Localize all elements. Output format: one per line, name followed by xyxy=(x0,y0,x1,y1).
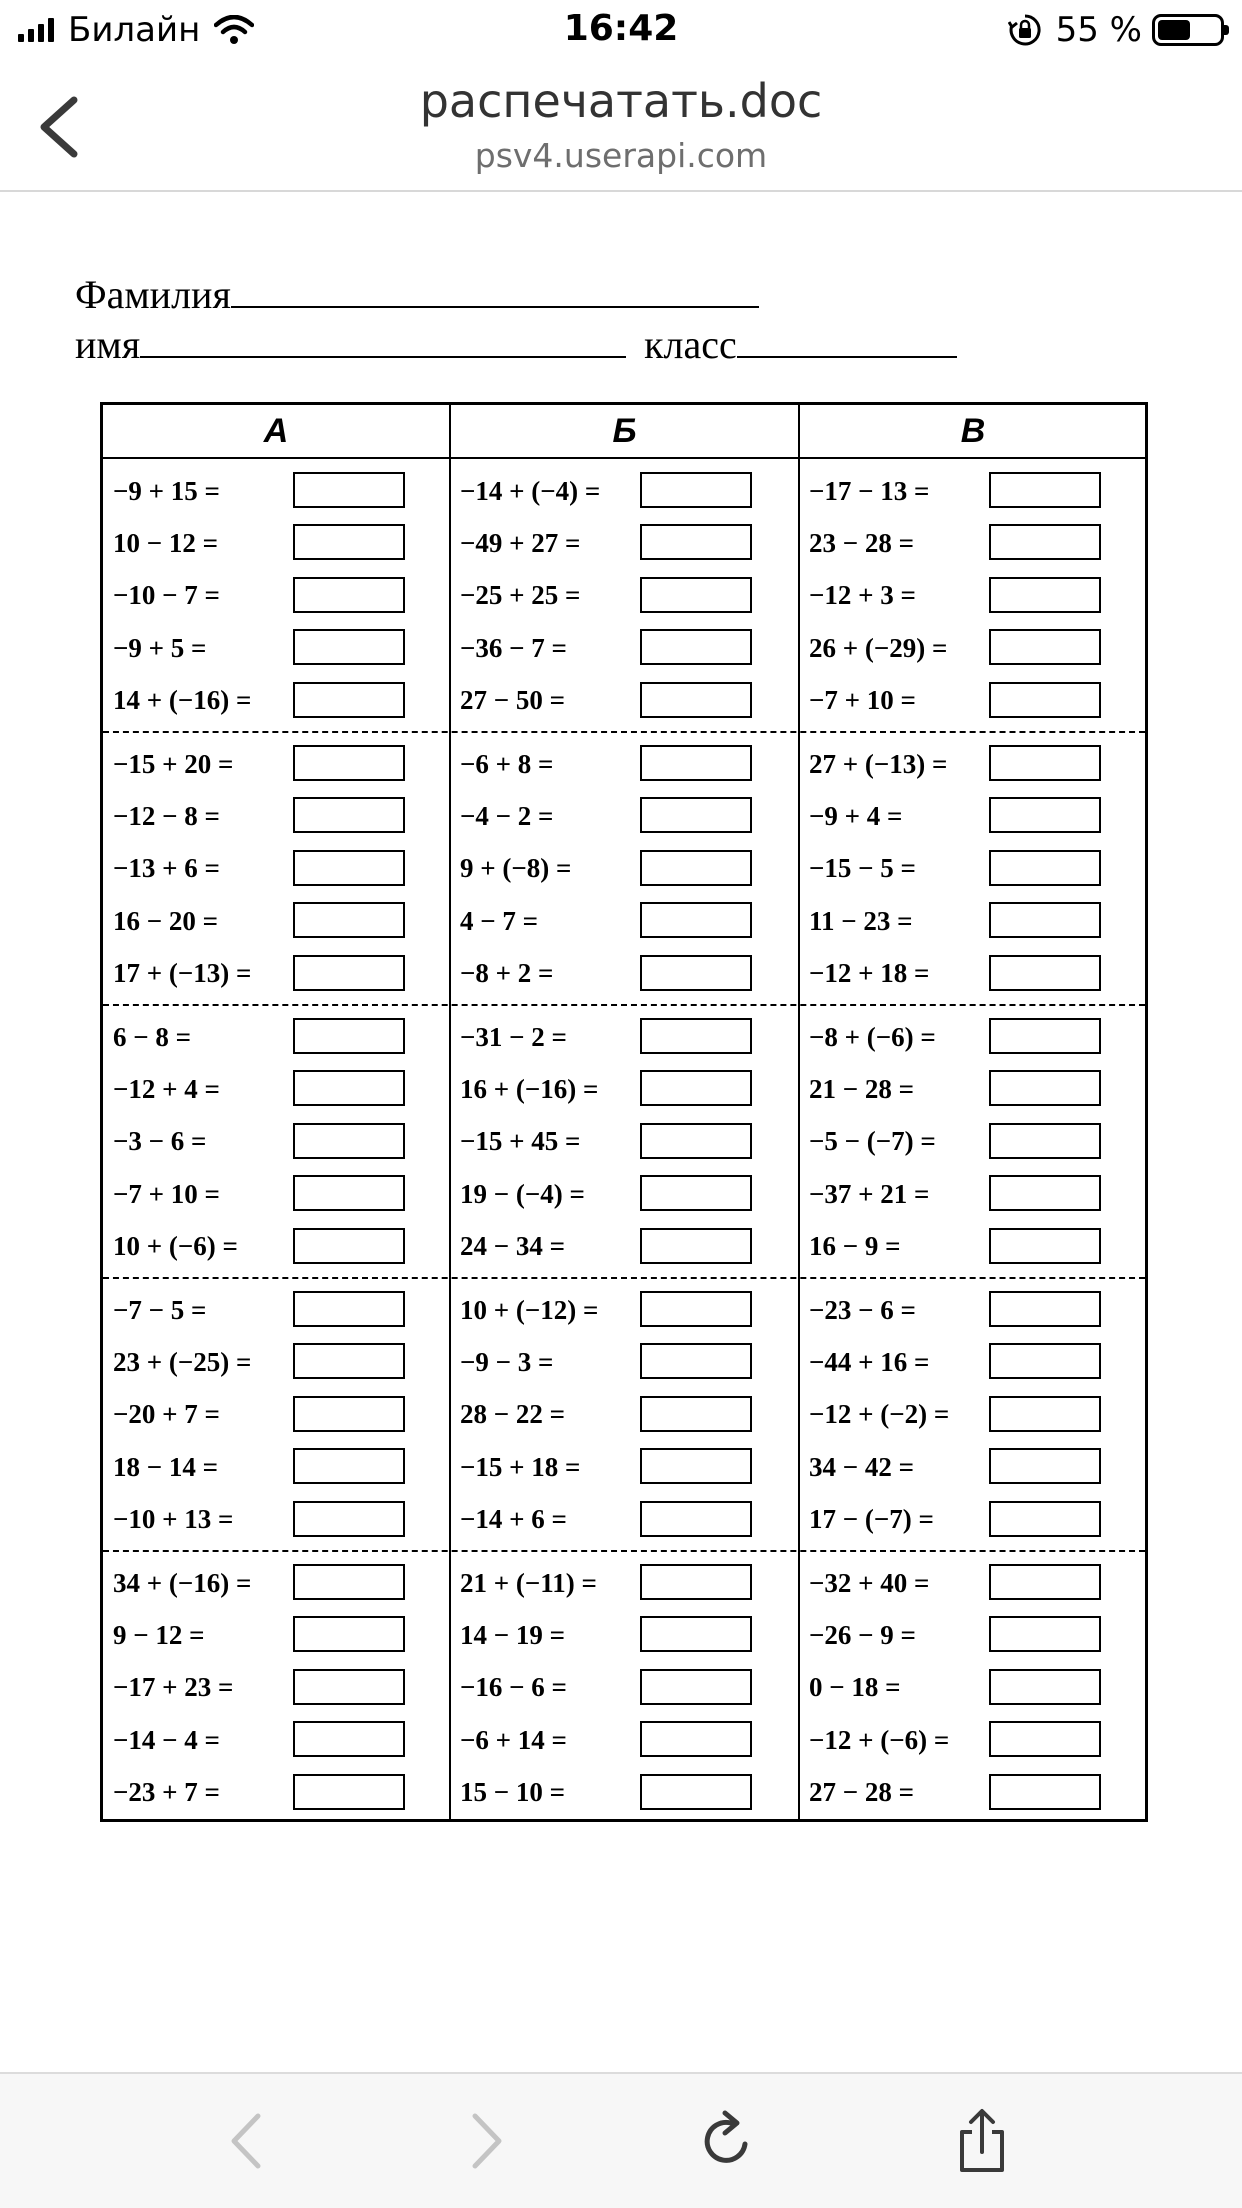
exercise-row xyxy=(809,1557,1129,1609)
exercise-expression: 17 − (−7) = xyxy=(809,1504,934,1535)
exercise-expression: −7 − 5 = xyxy=(113,1294,207,1325)
exercise-expression: −20 + 7 = xyxy=(113,1399,220,1430)
exercise-row xyxy=(113,895,433,947)
answer-box[interactable] xyxy=(640,797,752,833)
exercise-row xyxy=(809,895,1129,947)
exercise-row xyxy=(460,1609,780,1661)
answer-box[interactable] xyxy=(989,629,1101,665)
status-right xyxy=(1008,10,1224,50)
answer-box[interactable] xyxy=(640,1616,752,1652)
answer-box[interactable] xyxy=(293,682,405,718)
exercise-expression: −10 + 13 = xyxy=(113,1504,234,1535)
document-page xyxy=(0,192,1242,2072)
answer-box[interactable] xyxy=(989,1070,1101,1106)
exercise-row xyxy=(809,1168,1129,1220)
answer-box[interactable] xyxy=(640,850,752,886)
exercise-row xyxy=(113,1557,433,1609)
answer-box[interactable] xyxy=(640,1343,752,1379)
status-bar xyxy=(0,0,1242,62)
exercise-row xyxy=(113,738,433,790)
answer-box[interactable] xyxy=(293,1228,405,1264)
exercise-expression: 34 − 42 = xyxy=(809,1451,915,1482)
exercise-expression: 10 + (−6) = xyxy=(113,1231,238,1262)
exercise-row xyxy=(809,1116,1129,1168)
answer-box[interactable] xyxy=(293,629,405,665)
exercise-row xyxy=(460,1557,780,1609)
exercise-row xyxy=(460,948,780,1000)
exercise-row xyxy=(113,1441,433,1493)
exercise-expression: −13 + 6 = xyxy=(113,853,220,884)
exercise-expression: −15 + 45 = xyxy=(460,1126,581,1157)
answer-box[interactable] xyxy=(640,1448,752,1484)
answer-box[interactable] xyxy=(293,850,405,886)
answer-box[interactable] xyxy=(989,1018,1101,1054)
answer-box[interactable] xyxy=(989,1721,1101,1757)
exercise-expression: 10 + (−12) = xyxy=(460,1294,599,1325)
exercise-expression: −12 + 18 = xyxy=(809,958,930,989)
answer-box[interactable] xyxy=(989,955,1101,991)
exercise-expression: −16 − 6 = xyxy=(460,1672,567,1703)
exercise-row xyxy=(113,1011,433,1063)
exercise-expression: −6 + 14 = xyxy=(460,1724,567,1755)
group-divider xyxy=(103,731,1145,733)
exercise-row xyxy=(460,1336,780,1388)
column-header-b: Б xyxy=(612,412,637,450)
exercise-expression: −9 + 15 = xyxy=(113,475,220,506)
answer-box[interactable] xyxy=(640,1291,752,1327)
exercise-row xyxy=(809,843,1129,895)
exercise-row xyxy=(460,465,780,517)
answer-box[interactable] xyxy=(293,1564,405,1600)
exercise-expression: −36 − 7 = xyxy=(460,632,567,663)
answer-box[interactable] xyxy=(640,955,752,991)
exercise-row xyxy=(809,1767,1129,1819)
exercise-row xyxy=(809,948,1129,1000)
answer-box[interactable] xyxy=(293,1070,405,1106)
answer-box[interactable] xyxy=(989,1228,1101,1264)
exercise-row xyxy=(809,465,1129,517)
answer-box[interactable] xyxy=(989,745,1101,781)
exercise-expression: 24 − 34 = xyxy=(460,1231,566,1262)
exercise-expression: 14 + (−16) = xyxy=(113,685,252,716)
exercise-expression: −9 − 3 = xyxy=(460,1346,554,1377)
exercise-row xyxy=(113,1168,433,1220)
exercise-row xyxy=(113,675,433,727)
exercise-row xyxy=(460,675,780,727)
exercise-expression: −49 + 27 = xyxy=(460,527,581,558)
exercise-row xyxy=(809,1221,1129,1273)
answer-box[interactable] xyxy=(989,524,1101,560)
answer-box[interactable] xyxy=(640,1774,752,1810)
answer-box[interactable] xyxy=(293,1501,405,1537)
answer-box[interactable] xyxy=(640,577,752,613)
exercise-expression: −8 + (−6) = xyxy=(809,1021,936,1052)
exercise-row xyxy=(113,1063,433,1115)
answer-box[interactable] xyxy=(293,1291,405,1327)
exercise-expression: −9 + 4 = xyxy=(809,800,903,831)
exercise-expression: 28 − 22 = xyxy=(460,1399,566,1430)
exercise-expression: −14 − 4 = xyxy=(113,1724,220,1755)
exercise-table xyxy=(100,402,1148,1822)
exercise-row xyxy=(460,622,780,674)
answer-box[interactable] xyxy=(293,577,405,613)
answer-box[interactable] xyxy=(989,1343,1101,1379)
exercise-expression: 21 + (−11) = xyxy=(460,1567,597,1598)
exercise-expression: −3 − 6 = xyxy=(113,1126,207,1157)
answer-box[interactable] xyxy=(989,1175,1101,1211)
exercise-expression: −4 − 2 = xyxy=(460,800,554,831)
exercise-expression: −6 + 8 = xyxy=(460,748,554,779)
exercise-row xyxy=(809,738,1129,790)
answer-box[interactable] xyxy=(293,1396,405,1432)
exercise-expression: −17 − 13 = xyxy=(809,475,930,506)
column-divider xyxy=(449,405,451,1819)
answer-box[interactable] xyxy=(293,1616,405,1652)
header-divider xyxy=(103,457,1145,459)
answer-box[interactable] xyxy=(640,1669,752,1705)
answer-box[interactable] xyxy=(640,682,752,718)
exercise-row xyxy=(460,1389,780,1441)
answer-box[interactable] xyxy=(640,1396,752,1432)
exercise-row xyxy=(113,1609,433,1661)
document-title: распечатать.doc xyxy=(419,74,823,128)
exercise-row xyxy=(113,790,433,842)
exercise-row xyxy=(809,570,1129,622)
exercise-row xyxy=(113,1662,433,1714)
exercise-row xyxy=(809,1662,1129,1714)
answer-box[interactable] xyxy=(293,955,405,991)
answer-box[interactable] xyxy=(640,472,752,508)
exercise-row xyxy=(460,1714,780,1766)
exercise-row xyxy=(809,790,1129,842)
exercise-row xyxy=(113,948,433,1000)
exercise-expression: −9 + 5 = xyxy=(113,632,207,663)
exercise-expression: −23 − 6 = xyxy=(809,1294,916,1325)
exercise-expression: 27 − 50 = xyxy=(460,685,566,716)
answer-box[interactable] xyxy=(640,1123,752,1159)
exercise-expression: 18 − 14 = xyxy=(113,1451,219,1482)
exercise-expression: 34 + (−16) = xyxy=(113,1567,252,1598)
answer-box[interactable] xyxy=(640,1228,752,1264)
exercise-expression: 4 − 7 = xyxy=(460,905,539,936)
exercise-expression: 15 − 10 = xyxy=(460,1777,566,1808)
answer-box[interactable] xyxy=(640,1564,752,1600)
exercise-row xyxy=(113,1284,433,1336)
answer-box[interactable] xyxy=(293,1774,405,1810)
surname-line xyxy=(75,270,759,318)
answer-box[interactable] xyxy=(640,1018,752,1054)
nav-bar xyxy=(0,62,1242,192)
exercise-expression: −12 + (−2) = xyxy=(809,1399,950,1430)
exercise-expression: 27 + (−13) = xyxy=(809,748,948,779)
answer-box[interactable] xyxy=(640,629,752,665)
share-icon[interactable] xyxy=(952,2108,1012,2174)
status-time: 16:42 xyxy=(563,8,679,49)
exercise-expression: −15 + 20 = xyxy=(113,748,234,779)
exercise-row xyxy=(113,622,433,674)
exercise-expression: −12 − 8 = xyxy=(113,800,220,831)
exercise-row xyxy=(113,1767,433,1819)
exercise-row xyxy=(809,1441,1129,1493)
answer-box[interactable] xyxy=(640,745,752,781)
exercise-expression: −5 − (−7) = xyxy=(809,1126,936,1157)
answer-box[interactable] xyxy=(989,797,1101,833)
group-divider xyxy=(103,1004,1145,1006)
exercise-row xyxy=(809,1336,1129,1388)
answer-box[interactable] xyxy=(293,1721,405,1757)
exercise-expression: 16 − 20 = xyxy=(113,905,219,936)
answer-box[interactable] xyxy=(640,902,752,938)
exercise-expression: −10 − 7 = xyxy=(113,580,220,611)
exercise-row xyxy=(460,1494,780,1546)
exercise-expression: −14 + (−4) = xyxy=(460,475,601,506)
column-header-v: В xyxy=(960,412,986,450)
name-label: имя xyxy=(75,322,141,367)
exercise-expression: 19 − (−4) = xyxy=(460,1178,585,1209)
exercise-expression: 14 − 19 = xyxy=(460,1619,566,1650)
answer-box[interactable] xyxy=(989,1123,1101,1159)
exercise-expression: −14 + 6 = xyxy=(460,1504,567,1535)
exercise-expression: −26 − 9 = xyxy=(809,1619,916,1650)
exercise-row xyxy=(460,738,780,790)
class-field[interactable] xyxy=(737,320,957,358)
exercise-expression: 16 − 9 = xyxy=(809,1231,901,1262)
exercise-row xyxy=(460,1767,780,1819)
battery-percent: 55 % xyxy=(1055,10,1142,50)
answer-box[interactable] xyxy=(989,1669,1101,1705)
exercise-expression: −37 + 21 = xyxy=(809,1178,930,1209)
exercise-row xyxy=(460,1116,780,1168)
answer-box[interactable] xyxy=(989,1291,1101,1327)
exercise-row xyxy=(460,1284,780,1336)
answer-box[interactable] xyxy=(293,472,405,508)
exercise-expression: 27 − 28 = xyxy=(809,1777,915,1808)
exercise-row xyxy=(809,1609,1129,1661)
exercise-row xyxy=(460,1168,780,1220)
carrier-name: Билайн xyxy=(68,10,201,50)
answer-box[interactable] xyxy=(293,902,405,938)
rotation-lock-icon xyxy=(1008,13,1042,47)
exercise-row xyxy=(460,1011,780,1063)
exercise-row xyxy=(113,1494,433,1546)
exercise-expression: 16 + (−16) = xyxy=(460,1073,599,1104)
exercise-row xyxy=(113,570,433,622)
answer-box[interactable] xyxy=(293,1448,405,1484)
surname-label: Фамилия xyxy=(75,272,231,317)
exercise-expression: −12 + 4 = xyxy=(113,1073,220,1104)
exercise-expression: −17 + 23 = xyxy=(113,1672,234,1703)
exercise-row xyxy=(460,517,780,569)
answer-box[interactable] xyxy=(989,682,1101,718)
answer-box[interactable] xyxy=(989,1564,1101,1600)
answer-box[interactable] xyxy=(989,472,1101,508)
exercise-expression: −8 + 2 = xyxy=(460,958,554,989)
answer-box[interactable] xyxy=(293,1123,405,1159)
exercise-row xyxy=(113,1116,433,1168)
exercise-expression: 17 + (−13) = xyxy=(113,958,252,989)
exercise-row xyxy=(113,1714,433,1766)
reload-icon[interactable] xyxy=(697,2108,757,2174)
exercise-expression: −25 + 25 = xyxy=(460,580,581,611)
answer-box[interactable] xyxy=(989,577,1101,613)
answer-box[interactable] xyxy=(293,1018,405,1054)
browser-toolbar xyxy=(0,2072,1242,2208)
forward-icon[interactable] xyxy=(455,2108,515,2174)
exercise-expression: 23 − 28 = xyxy=(809,527,915,558)
answer-box[interactable] xyxy=(293,797,405,833)
answer-box[interactable] xyxy=(640,524,752,560)
answer-box[interactable] xyxy=(640,1721,752,1757)
document-source: psv4.userapi.com xyxy=(474,136,768,175)
exercise-expression: −12 + 3 = xyxy=(809,580,916,611)
group-divider xyxy=(103,1550,1145,1552)
back-icon[interactable] xyxy=(218,2108,278,2174)
exercise-row xyxy=(460,1662,780,1714)
exercise-expression: 6 − 8 = xyxy=(113,1021,192,1052)
exercise-expression: −15 + 18 = xyxy=(460,1451,581,1482)
answer-box[interactable] xyxy=(293,745,405,781)
exercise-row xyxy=(460,1221,780,1273)
exercise-expression: −31 − 2 = xyxy=(460,1021,567,1052)
exercise-row xyxy=(809,675,1129,727)
exercise-row xyxy=(113,465,433,517)
column-header-a: А xyxy=(263,412,289,450)
exercise-row xyxy=(460,895,780,947)
answer-box[interactable] xyxy=(989,1396,1101,1432)
exercise-expression: 10 − 12 = xyxy=(113,527,219,558)
exercise-row xyxy=(809,1011,1129,1063)
exercise-row xyxy=(460,570,780,622)
exercise-expression: −15 − 5 = xyxy=(809,853,916,884)
exercise-expression: 23 + (−25) = xyxy=(113,1346,252,1377)
exercise-expression: −7 + 10 = xyxy=(113,1178,220,1209)
exercise-expression: 11 − 23 = xyxy=(809,905,913,936)
exercise-row xyxy=(113,1221,433,1273)
answer-box[interactable] xyxy=(989,1501,1101,1537)
group-divider xyxy=(103,1277,1145,1279)
class-label: класс xyxy=(644,322,737,367)
answer-box[interactable] xyxy=(293,1343,405,1379)
column-divider xyxy=(798,405,800,1819)
exercise-row xyxy=(809,1494,1129,1546)
answer-box[interactable] xyxy=(640,1175,752,1211)
exercise-row xyxy=(809,622,1129,674)
exercise-row xyxy=(113,843,433,895)
exercise-expression: −23 + 7 = xyxy=(113,1777,220,1808)
answer-box[interactable] xyxy=(989,1616,1101,1652)
exercise-row xyxy=(809,1714,1129,1766)
answer-box[interactable] xyxy=(989,902,1101,938)
exercise-row xyxy=(113,1336,433,1388)
exercise-expression: 9 + (−8) = xyxy=(460,853,572,884)
name-class-line xyxy=(75,320,957,368)
exercise-row xyxy=(809,517,1129,569)
exercise-row xyxy=(460,843,780,895)
exercise-expression: −12 + (−6) = xyxy=(809,1724,950,1755)
exercise-row xyxy=(809,1284,1129,1336)
exercise-expression: 9 − 12 = xyxy=(113,1619,205,1650)
exercise-row xyxy=(460,1441,780,1493)
exercise-expression: −44 + 16 = xyxy=(809,1346,930,1377)
exercise-row xyxy=(460,790,780,842)
name-field[interactable] xyxy=(140,320,626,358)
exercise-row xyxy=(809,1389,1129,1441)
answer-box[interactable] xyxy=(989,1448,1101,1484)
exercise-row xyxy=(113,1389,433,1441)
exercise-expression: 0 − 18 = xyxy=(809,1672,901,1703)
exercise-expression: −7 + 10 = xyxy=(809,685,916,716)
surname-field[interactable] xyxy=(231,270,759,308)
answer-box[interactable] xyxy=(293,1669,405,1705)
exercise-row xyxy=(809,1063,1129,1115)
answer-box[interactable] xyxy=(989,850,1101,886)
battery-icon xyxy=(1152,14,1224,46)
answer-box[interactable] xyxy=(989,1774,1101,1810)
answer-box[interactable] xyxy=(293,1175,405,1211)
answer-box[interactable] xyxy=(640,1501,752,1537)
answer-box[interactable] xyxy=(640,1070,752,1106)
answer-box[interactable] xyxy=(293,524,405,560)
exercise-row xyxy=(460,1063,780,1115)
exercise-expression: −32 + 40 = xyxy=(809,1567,930,1598)
exercise-expression: 21 − 28 = xyxy=(809,1073,915,1104)
exercise-expression: 26 + (−29) = xyxy=(809,632,948,663)
exercise-row xyxy=(113,517,433,569)
